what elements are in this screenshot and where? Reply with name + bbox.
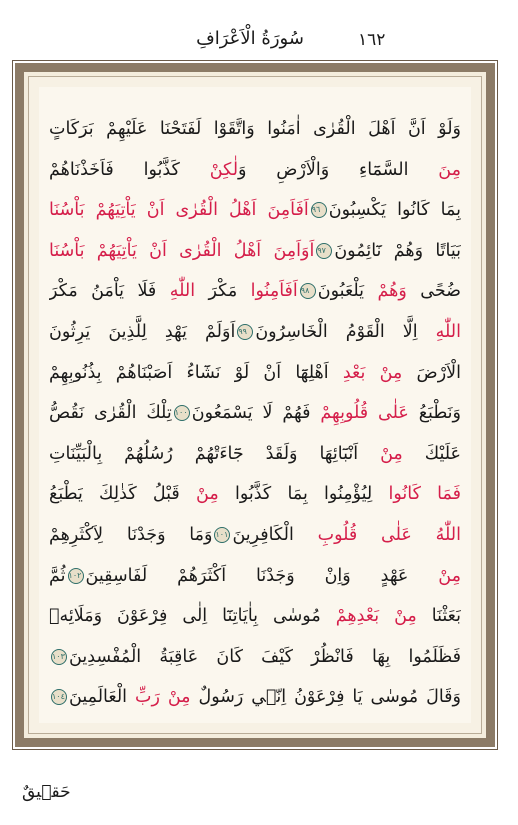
surah-title: سُورَةُ الْاَعْرَافِ xyxy=(196,28,304,49)
highlighted-text: اللّٰهِ xyxy=(435,322,461,342)
frame-inner-line xyxy=(28,76,482,734)
highlighted-text: مِنْ رَبِّ xyxy=(134,687,191,708)
ayah-number-marker: ٩٨ xyxy=(300,283,316,299)
verse-text: لِيُؤْمِنُوا بِمَا كَذَّبُوا xyxy=(218,484,389,505)
text-line xyxy=(49,596,461,636)
verse-text: عَلَيْكَ xyxy=(402,443,461,464)
text-line xyxy=(49,515,461,555)
verse-text: مَكْرَ xyxy=(195,281,251,302)
verse-text: قَبْلُ كَذٰلِكَ يَطْبَعُ xyxy=(49,484,197,505)
verse-text: الْكَافِرِينَ xyxy=(232,525,318,545)
highlighted-text: مِنَ xyxy=(438,159,461,180)
quran-text-area xyxy=(39,87,471,723)
frame-border xyxy=(15,63,495,747)
verse-text: ضُحًى xyxy=(406,281,461,302)
text-line xyxy=(49,556,461,596)
verse-text: وَقَالَ مُوسٰى يَا فِرْعَوْنُ اِنّ۪ي رَسُولٌ xyxy=(190,687,461,708)
highlighted-text: عَلٰى قُلُوبِهِمْ xyxy=(320,403,409,424)
verse-text: عَهْدٍ وَاِنْ وَجَدْنَا اَكْثَرَهُمْ لَفَاسِقِينَ xyxy=(85,565,439,586)
highlighted-text: اَفَاَمِنَ اَهْلُ الْقُرٰى اَنْ يَاْتِيَهُمْ بَاْسُنَا xyxy=(49,200,309,221)
ayah-number-marker: ١٠٤ xyxy=(51,689,67,705)
verse-text: بَيَاتًا وَهُمْ نَٓائِمُونَ xyxy=(334,240,461,261)
highlighted-text: فَمَا كَانُوا xyxy=(388,484,461,505)
verse-text: الْاَرْضَ xyxy=(402,362,461,383)
ayah-number-marker: ٩٩ xyxy=(237,324,253,340)
page-number: ١٦٢ xyxy=(358,30,386,50)
verse-text: اَنْبَٓائِهَا وَلَقَدْ جَٓاءَتْهُمْ رُسُلُهُمْ بِالْبَيِّنَاتِ xyxy=(49,443,381,464)
verse-text: الْعَالَمِينَ xyxy=(69,687,135,708)
verse-text: فَظَلَمُوا بِهَا فَانْظُرْ كَيْفَ كَانَ عَاقِبَةُ الْمُفْسِدِينَ xyxy=(69,646,461,667)
text-line xyxy=(49,190,461,230)
text-line xyxy=(49,150,461,190)
ayah-number-marker: ٩٧ xyxy=(316,243,332,259)
page-header xyxy=(0,0,518,58)
highlighted-text: اللّٰهُ عَلٰى قُلُوبِ xyxy=(317,525,461,545)
highlighted-text: اَفَاَمِنُوا xyxy=(250,281,298,302)
verse-text: تِلْكَ الْقُرٰى نَقُصُّ xyxy=(49,403,172,424)
page-frame xyxy=(12,60,498,750)
text-line xyxy=(49,677,461,717)
verse-text: وَنَطْبَعُ xyxy=(408,403,461,424)
highlighted-text: اَوَاَمِنَ اَهْلُ الْقُرٰى اَنْ يَاْتِيَهُمْ بَاْسُنَا xyxy=(49,240,315,261)
text-line xyxy=(49,434,461,474)
highlighted-text: مِنْ xyxy=(380,443,403,464)
highlighted-text: لٰكِنْ xyxy=(209,159,239,180)
text-line xyxy=(49,109,461,149)
text-line xyxy=(49,353,461,393)
verse-text: اَهْلِهَٓا اَنْ لَوْ نَشَٓاءُ اَصَبْنَاهُمْ بِذُنُوبِهِمْ xyxy=(49,362,343,383)
verse-text: مُوسٰى بِاٰيَاتِنَٓا اِلٰى فِرْعَوْنَ وَمَلَائِه۪ xyxy=(49,606,336,627)
verse-text: كَذَّبُوا فَاَخَذْنَاهُمْ xyxy=(49,159,210,180)
ayah-number-marker: ١٠٣ xyxy=(51,649,67,665)
text-line xyxy=(49,231,461,271)
highlighted-text: اللّٰهِ xyxy=(169,281,196,302)
verse-text: اَوَلَمْ يَهْدِ لِلَّذِينَ يَرِثُونَ xyxy=(49,322,236,342)
verse-text: وَمَا وَجَدْنَا لِاَكْثَرِهِمْ xyxy=(49,525,213,545)
text-line xyxy=(49,474,461,514)
highlighted-text: مِنْ xyxy=(196,484,219,505)
verse-text: بِمَا كَانُوا يَكْسِبُونَ xyxy=(328,200,461,221)
text-line xyxy=(49,271,461,311)
text-line xyxy=(49,393,461,433)
text-line xyxy=(49,312,461,352)
ayah-number-marker: ٩٦ xyxy=(311,202,327,218)
verse-text: السَّمَٓاءِ وَالْاَرْضِ وَ xyxy=(238,159,439,180)
text-line xyxy=(49,637,461,677)
verse-text: فَلَا يَاْمَنُ مَكْرَ xyxy=(49,281,170,302)
verse-text: وَلَوْ اَنَّ اَهْلَ الْقُرٰى اٰمَنُوا وَاتَّقَوْا لَفَتَحْنَا عَلَيْهِمْ بَرَكَاتٍ xyxy=(49,119,461,139)
highlighted-text: مِنْ بَعْدِهِمْ xyxy=(335,606,417,627)
ayah-number-marker: ١٠١ xyxy=(214,527,230,543)
ayah-number-marker: ١٠٢ xyxy=(68,568,84,584)
verse-text: اِلَّا الْقَوْمُ الْخَاسِرُونَ xyxy=(255,322,436,342)
verse-text: بَعَثْنَا xyxy=(416,606,461,627)
ayah-number-marker: ١٠٠ xyxy=(174,405,190,421)
highlighted-text: وَهُمْ xyxy=(377,281,407,302)
verse-text: فَهُمْ لَا يَسْمَعُونَ xyxy=(191,403,321,424)
verse-text: ثُمَّ xyxy=(49,565,66,586)
verse-text: يَلْعَبُونَ xyxy=(317,281,378,302)
catchword: حَق۪يقٌ xyxy=(22,782,71,802)
highlighted-text: مِنْ xyxy=(438,565,461,586)
highlighted-text: مِنْ بَعْدِ xyxy=(342,362,403,383)
